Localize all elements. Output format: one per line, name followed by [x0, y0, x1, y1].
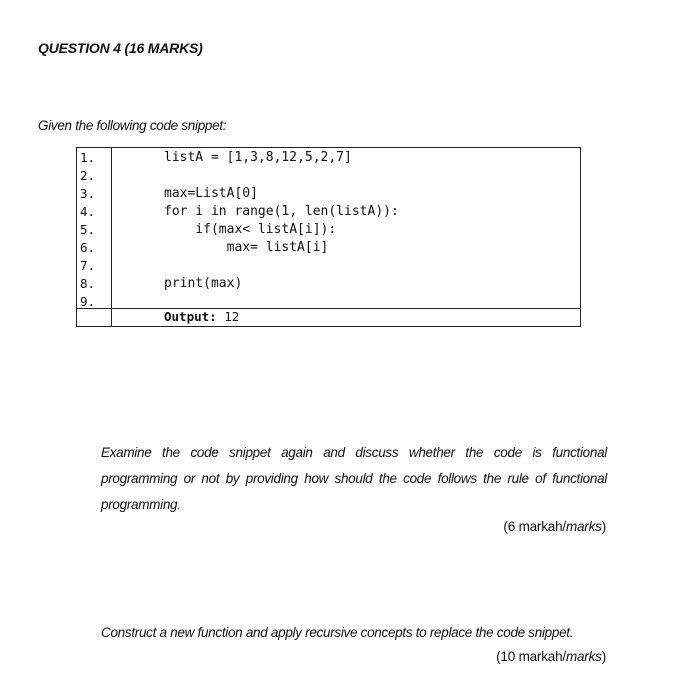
code-line: max= listA[i]: [164, 240, 329, 255]
part-b-marks-suffix: marks: [565, 649, 602, 664]
output-cell: [112, 309, 580, 326]
line-number: 4.: [80, 204, 96, 219]
output-row: [77, 309, 580, 326]
line-number: 3.: [80, 186, 96, 201]
part-b-question: Construct a new function and apply recursive concepts to replace the code snippet.: [101, 625, 574, 640]
part-a-question: Examine the code snippet again and discuss whether the code is functional programming or not by providing how should the code follows the rule of functional programming.: [101, 445, 607, 512]
line-number-column: [77, 148, 112, 308]
code-line: for i in range(1, len(listA)):: [164, 204, 399, 219]
code-line: listA = [1,3,8,12,5,2,7]: [164, 150, 352, 165]
code-line: if(max< listA[i]):: [164, 222, 337, 237]
part-a-marks: [503, 519, 606, 534]
code-main-row: [77, 148, 580, 309]
question-intro: Given the following code snippet:: [38, 118, 227, 133]
code-line: [164, 257, 580, 275]
part-a-marks-prefix: (6 markah/: [503, 519, 566, 534]
output-spacer: [77, 309, 112, 326]
part-a-marks-suffix: marks: [565, 519, 602, 534]
code-line: max=ListA[0]: [164, 186, 258, 201]
code-body-column: [112, 148, 580, 308]
code-snippet-table: [76, 147, 581, 327]
line-number: 1.: [80, 150, 96, 165]
output-value: 12: [224, 309, 240, 324]
line-number: 8.: [80, 276, 96, 291]
part-b-marks: [496, 649, 606, 664]
code-line: print(max): [164, 276, 243, 291]
code-line: [164, 167, 580, 185]
part-b-marks-close: ): [601, 649, 606, 664]
part-a-marks-close: ): [601, 519, 606, 534]
part-b-marks-prefix: (10 markah/: [496, 649, 566, 664]
line-number: 7.: [80, 258, 96, 273]
question-title: QUESTION 4 (16 MARKS): [38, 40, 203, 56]
output-label: Output:: [164, 309, 217, 324]
line-number: 5.: [80, 222, 96, 237]
line-number: 9.: [80, 294, 96, 309]
line-number: 6.: [80, 240, 96, 255]
line-number: 2.: [80, 168, 96, 183]
